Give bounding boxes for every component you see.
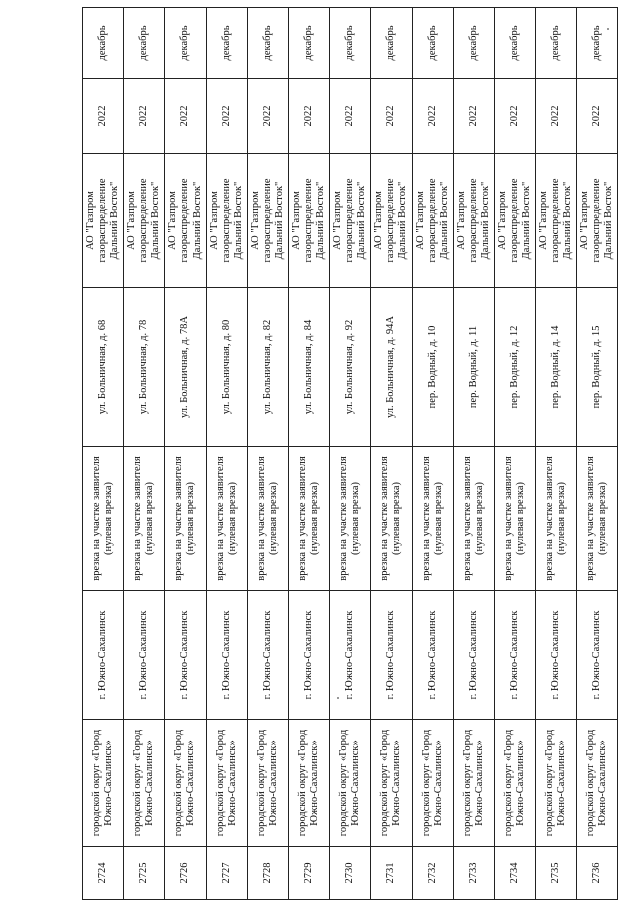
settlement-cell: г. Южно-Сахалинск xyxy=(494,591,535,720)
row-number-cell: 2724 xyxy=(83,847,124,900)
organization-cell: АО "Газпром газораспределение Дальний Восток" xyxy=(83,154,124,288)
document-sheet xyxy=(82,25,615,900)
row-number-cell: 2728 xyxy=(247,847,288,900)
table-row xyxy=(453,8,494,900)
organization-cell: АО "Газпром газораспределение Дальний Восток" xyxy=(453,154,494,288)
row-number-cell: 2726 xyxy=(165,847,206,900)
year-cell: 2022 xyxy=(536,79,577,154)
work-type-cell: врезка на участке заявителя (нулевая врезка) xyxy=(83,447,124,591)
organization-cell: АО "Газпром газораспределение Дальний Восток" xyxy=(247,154,288,288)
month-cell: декабрь xyxy=(165,8,206,79)
settlement-cell: г. Южно-Сахалинск xyxy=(577,591,618,720)
table-row xyxy=(165,8,206,900)
work-type-cell: врезка на участке заявителя (нулевая врезка) xyxy=(536,447,577,591)
address-cell: пер. Водный, д. 12 xyxy=(494,288,535,447)
work-type-cell: врезка на участке заявителя (нулевая врезка) xyxy=(165,447,206,591)
year-cell: 2022 xyxy=(83,79,124,154)
address-cell: ул. Больничная, д. 92 xyxy=(330,288,371,447)
year-cell: 2022 xyxy=(330,79,371,154)
address-cell: пер. Водный, д. 11 xyxy=(453,288,494,447)
settlement-cell: г. Южно-Сахалинск xyxy=(412,591,453,720)
settlement-cell: г. Южно-Сахалинск xyxy=(165,591,206,720)
month-cell: декабрь xyxy=(412,8,453,79)
row-number-cell: 2727 xyxy=(206,847,247,900)
work-type-cell: врезка на участке заявителя (нулевая врезка) xyxy=(206,447,247,591)
municipal-district-cell: городской округ «Город Южно-Сахалинск» xyxy=(371,720,412,847)
work-type-cell: врезка на участке заявителя (нулевая врезка) xyxy=(577,447,618,591)
year-cell: 2022 xyxy=(206,79,247,154)
municipal-district-cell: городской округ «Город Южно-Сахалинск» xyxy=(330,720,371,847)
row-number-cell: 2734 xyxy=(494,847,535,900)
table-row xyxy=(247,8,288,900)
year-cell: 2022 xyxy=(453,79,494,154)
month-cell: декабрь xyxy=(577,8,618,79)
organization-cell: АО "Газпром газораспределение Дальний Восток" xyxy=(165,154,206,288)
municipal-district-cell: городской округ «Город Южно-Сахалинск» xyxy=(206,720,247,847)
settlement-cell: г. Южно-Сахалинск xyxy=(206,591,247,720)
municipal-district-cell: городской округ «Город Южно-Сахалинск» xyxy=(247,720,288,847)
municipal-district-cell: городской округ «Город Южно-Сахалинск» xyxy=(494,720,535,847)
row-number-cell: 2732 xyxy=(412,847,453,900)
year-cell: 2022 xyxy=(288,79,329,154)
year-cell: 2022 xyxy=(577,79,618,154)
work-type-cell: врезка на участке заявителя (нулевая врезка) xyxy=(412,447,453,591)
settlement-cell: г. Южно-Сахалинск xyxy=(288,591,329,720)
year-cell: 2022 xyxy=(124,79,165,154)
month-cell: декабрь xyxy=(494,8,535,79)
municipal-district-cell: городской округ «Город Южно-Сахалинск» xyxy=(577,720,618,847)
settlement-cell: г. Южно-Сахалинск xyxy=(536,591,577,720)
row-number-cell: 2729 xyxy=(288,847,329,900)
year-cell: 2022 xyxy=(494,79,535,154)
month-cell: декабрь xyxy=(330,8,371,79)
organization-cell: АО "Газпром газораспределение Дальний Восток" xyxy=(206,154,247,288)
table-row xyxy=(494,8,535,900)
row-number-cell: 2736 xyxy=(577,847,618,900)
municipal-district-cell: городской округ «Город Южно-Сахалинск» xyxy=(288,720,329,847)
organization-cell: АО "Газпром газораспределение Дальний Восток" xyxy=(288,154,329,288)
address-cell: ул. Больничная, д. 94А xyxy=(371,288,412,447)
month-cell: декабрь xyxy=(536,8,577,79)
settlement-cell: г. Южно-Сахалинск xyxy=(453,591,494,720)
address-cell: ул. Больничная, д. 68 xyxy=(83,288,124,447)
municipal-district-cell: городской округ «Город Южно-Сахалинск» xyxy=(165,720,206,847)
address-cell: пер. Водный, д. 14 xyxy=(536,288,577,447)
organization-cell: АО "Газпром газораспределение Дальний Восток" xyxy=(536,154,577,288)
organization-cell: АО "Газпром газораспределение Дальний Восток" xyxy=(124,154,165,288)
table-row xyxy=(83,8,124,900)
row-number-cell: 2735 xyxy=(536,847,577,900)
municipal-district-cell: городской округ «Город Южно-Сахалинск» xyxy=(412,720,453,847)
rotated-page xyxy=(82,25,615,900)
organization-cell: АО "Газпром газораспределение Дальний Восток" xyxy=(330,154,371,288)
address-cell: ул. Больничная, д. 82 xyxy=(247,288,288,447)
month-cell: декабрь xyxy=(247,8,288,79)
year-cell: 2022 xyxy=(371,79,412,154)
municipal-district-cell: городской округ «Город Южно-Сахалинск» xyxy=(453,720,494,847)
table-row xyxy=(288,8,329,900)
table-row xyxy=(577,8,618,900)
work-type-cell: врезка на участке заявителя (нулевая врезка) xyxy=(288,447,329,591)
municipal-district-cell: городской округ «Город Южно-Сахалинск» xyxy=(124,720,165,847)
scan-speck xyxy=(337,697,339,699)
table-body xyxy=(83,8,618,900)
month-cell: декабрь xyxy=(83,8,124,79)
organization-cell: АО "Газпром газораспределение Дальний Восток" xyxy=(371,154,412,288)
table-row xyxy=(536,8,577,900)
settlement-cell: г. Южно-Сахалинск xyxy=(371,591,412,720)
work-type-cell: врезка на участке заявителя (нулевая врезка) xyxy=(330,447,371,591)
month-cell: декабрь xyxy=(124,8,165,79)
scan-speck xyxy=(607,28,609,30)
address-cell: ул. Больничная, д. 78А xyxy=(165,288,206,447)
table-row xyxy=(330,8,371,900)
work-type-cell: врезка на участке заявителя (нулевая врезка) xyxy=(371,447,412,591)
year-cell: 2022 xyxy=(412,79,453,154)
month-cell: декабрь xyxy=(371,8,412,79)
row-number-cell: 2730 xyxy=(330,847,371,900)
organization-cell: АО "Газпром газораспределение Дальний Восток" xyxy=(494,154,535,288)
organization-cell: АО "Газпром газораспределение Дальний Восток" xyxy=(577,154,618,288)
municipal-district-cell: городской округ «Город Южно-Сахалинск» xyxy=(83,720,124,847)
address-cell: ул. Больничная, д. 78 xyxy=(124,288,165,447)
month-cell: декабрь xyxy=(288,8,329,79)
table-row xyxy=(206,8,247,900)
month-cell: декабрь xyxy=(453,8,494,79)
address-cell: ул. Больничная, д. 84 xyxy=(288,288,329,447)
work-type-cell: врезка на участке заявителя (нулевая врезка) xyxy=(124,447,165,591)
address-cell: ул. Больничная, д. 80 xyxy=(206,288,247,447)
work-type-cell: врезка на участке заявителя (нулевая врезка) xyxy=(453,447,494,591)
work-type-cell: врезка на участке заявителя (нулевая врезка) xyxy=(247,447,288,591)
row-number-cell: 2733 xyxy=(453,847,494,900)
gasification-table xyxy=(82,7,618,900)
settlement-cell: г. Южно-Сахалинск xyxy=(247,591,288,720)
municipal-district-cell: городской округ «Город Южно-Сахалинск» xyxy=(536,720,577,847)
address-cell: пер. Водный, д. 10 xyxy=(412,288,453,447)
table-row xyxy=(371,8,412,900)
organization-cell: АО "Газпром газораспределение Дальний Восток" xyxy=(412,154,453,288)
settlement-cell: г. Южно-Сахалинск xyxy=(330,591,371,720)
settlement-cell: г. Южно-Сахалинск xyxy=(124,591,165,720)
row-number-cell: 2725 xyxy=(124,847,165,900)
year-cell: 2022 xyxy=(165,79,206,154)
year-cell: 2022 xyxy=(247,79,288,154)
settlement-cell: г. Южно-Сахалинск xyxy=(83,591,124,720)
table-row xyxy=(124,8,165,900)
table-row xyxy=(412,8,453,900)
row-number-cell: 2731 xyxy=(371,847,412,900)
address-cell: пер. Водный, д. 15 xyxy=(577,288,618,447)
work-type-cell: врезка на участке заявителя (нулевая врезка) xyxy=(494,447,535,591)
month-cell: декабрь xyxy=(206,8,247,79)
